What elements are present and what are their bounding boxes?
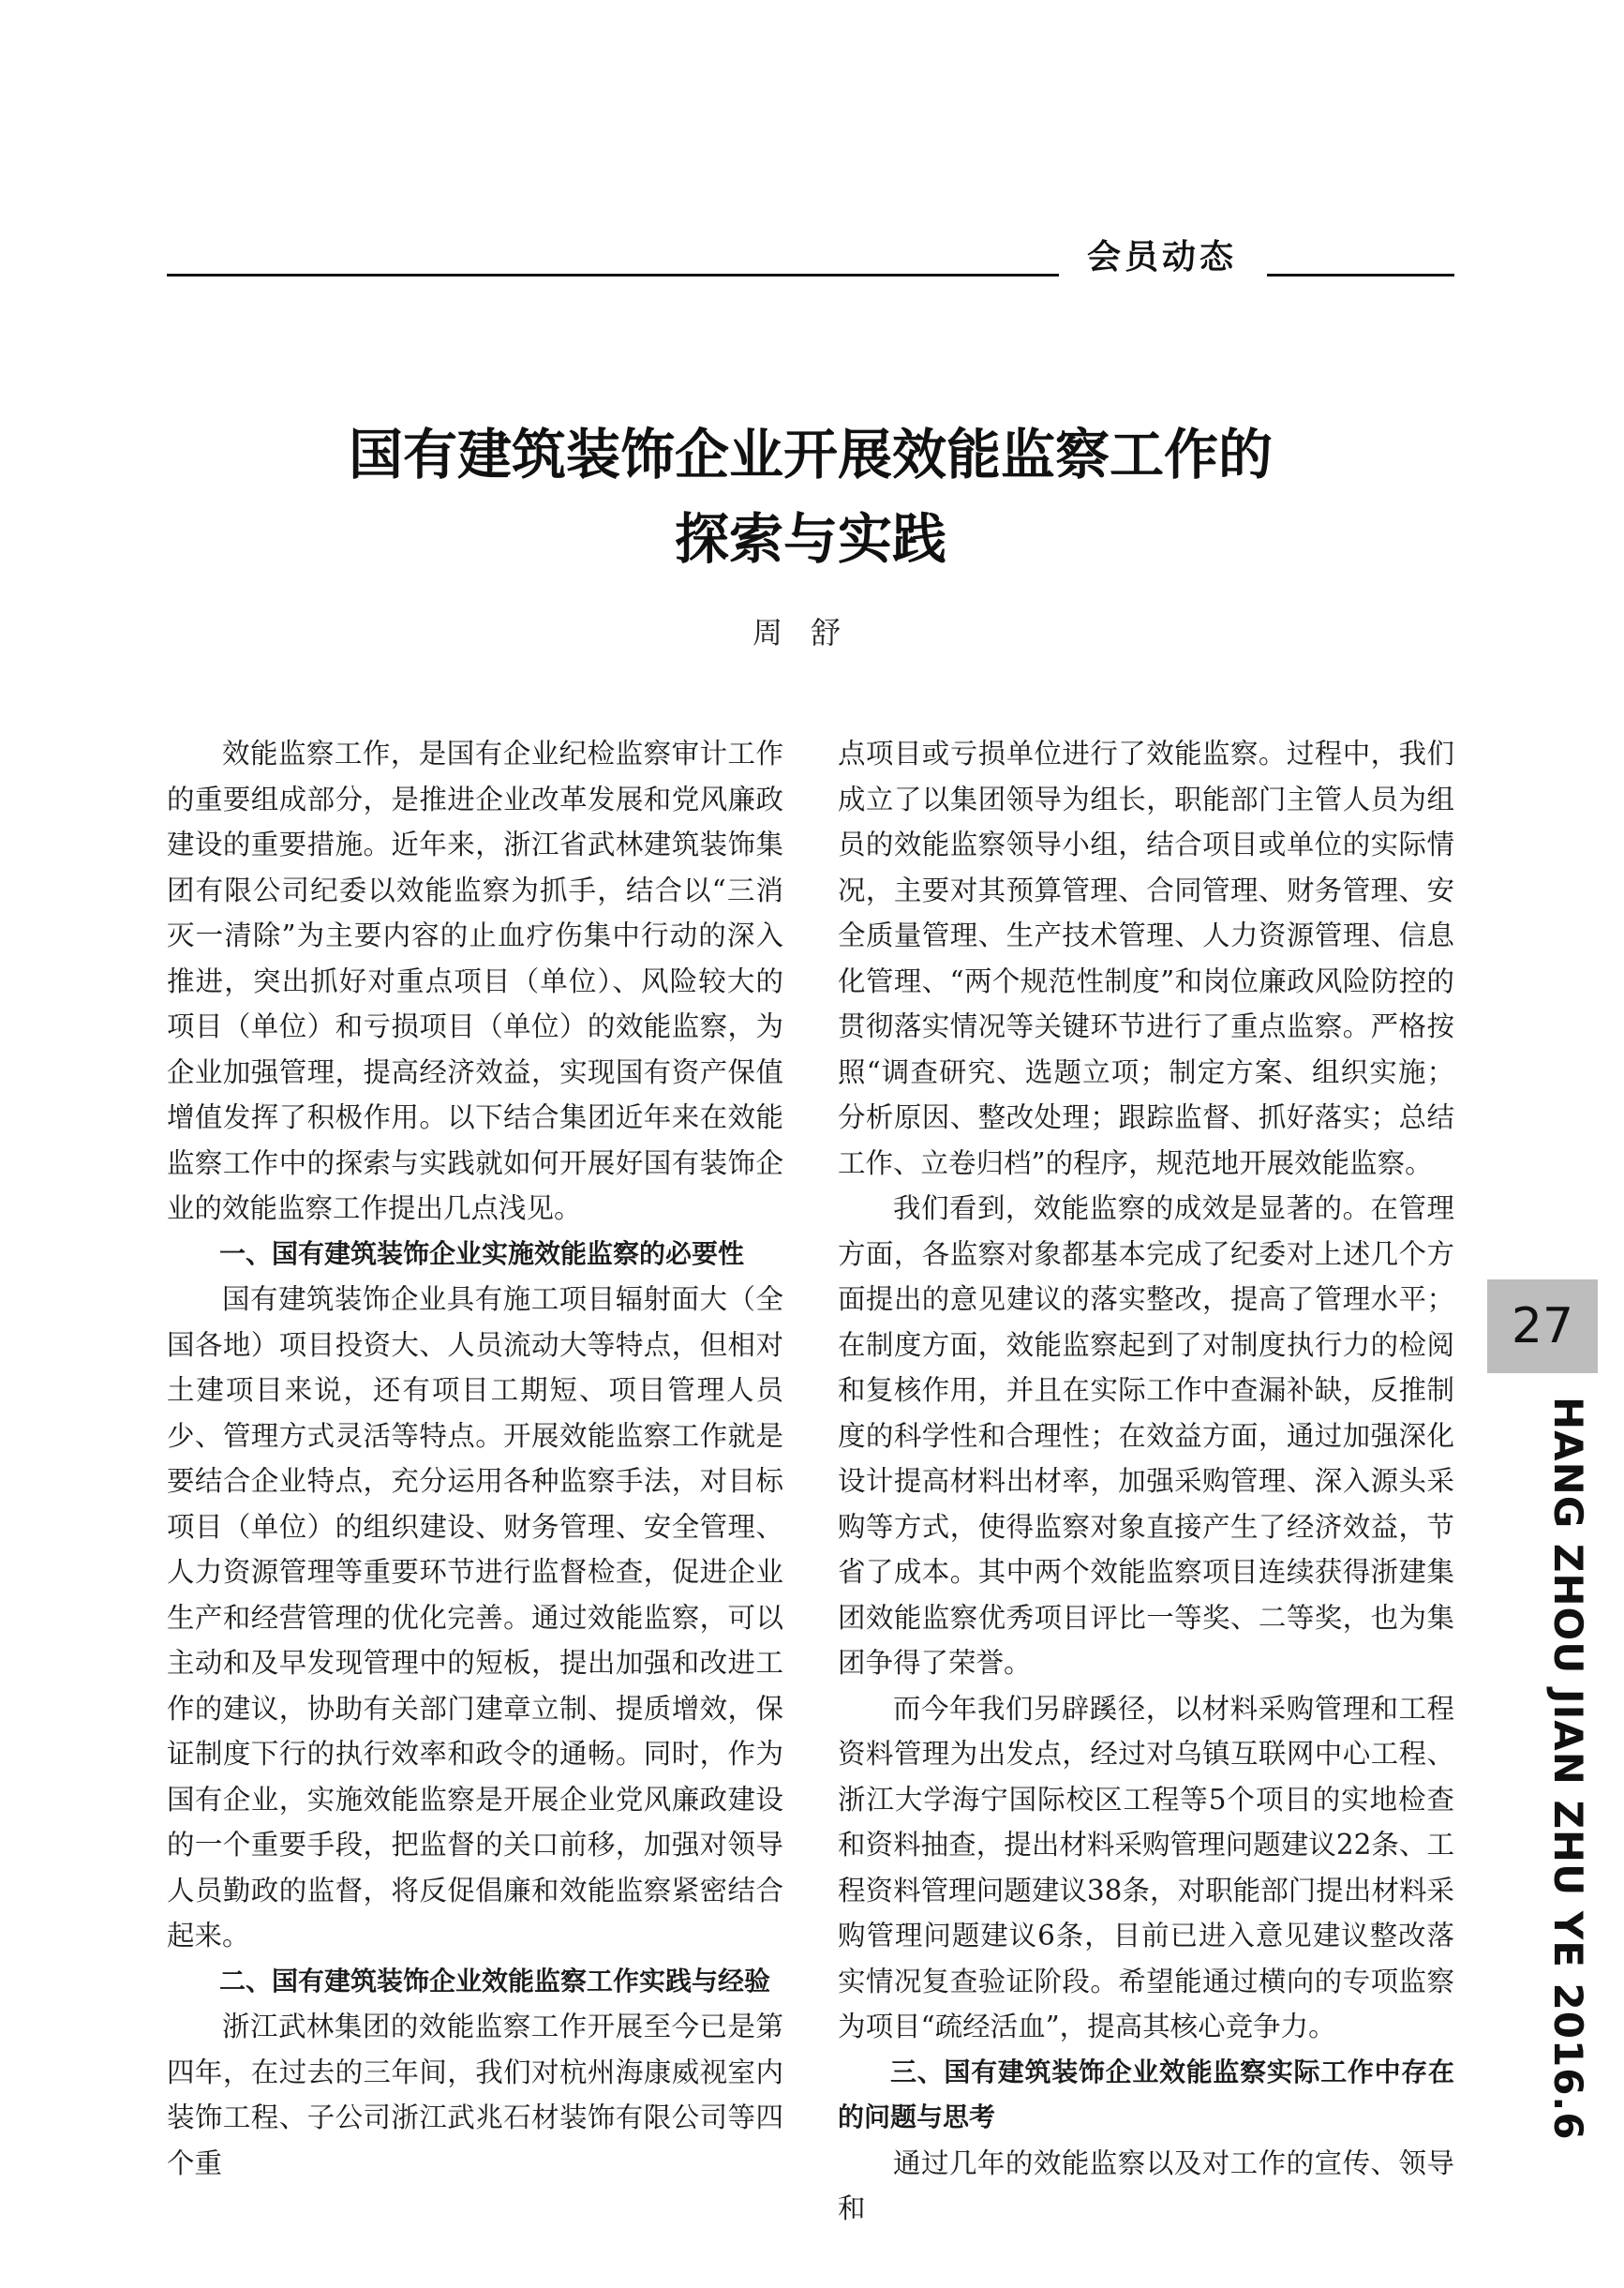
- paragraph: 浙江武林集团的效能监察工作开展至今已是第四年，在过去的三年间，我们对杭州海康威视室内装饰工程、子公司浙江武兆石材装饰有限公司等四个重: [167, 2011, 783, 2179]
- header-rule-right: [1267, 274, 1454, 277]
- section-heading: 一、国有建筑装饰企业实施效能监察的必要性: [219, 1237, 745, 1269]
- left-column: [167, 731, 783, 2186]
- paragraph: 而今年我们另辟蹊径，以材料采购管理和工程资料管理为出发点，经过对乌镇互联网中心工程、浙江大学海宁国际校区工程等5个项目的实地检查和资料抽查，提出材料采购管理问题建议22条、工程资料管理问题建议38条，对职能部门提出材料采购管理问题建议6条，目前已进入意见建议整改落实情况复查验证阶段。希望能通过横向的专项监察为项目“疏经活血”，提高其核心竞争力。: [838, 1692, 1454, 2042]
- section-heading: 三、国有建筑装饰企业效能监察实际工作中存在的问题与思考: [838, 2056, 1454, 2132]
- paragraph: 国有建筑装饰企业具有施工项目辐射面大（全国各地）项目投资大、人员流动大等特点，但相对土建项目来说，还有项目工期短、项目管理人员少、管理方式灵活等特点。开展效能监察工作就是要结合企业特点，充分运用各种监察手法，对目标项目（单位）的组织建设、财务管理、安全管理、人力资源管理等重要环节进行监督检查，促进企业生产和经营管理的优化完善。通过效能监察，可以主动和及早发现管理中的短板，提出加强和改进工作的建议，协助有关部门建章立制、提质增效，保证制度下行的执行效率和政令的通畅。同时，作为国有企业，实施效能监察是开展企业党风廉政建设的一个重要手段，把监督的关口前移，加强对领导人员勤政的监督，将反促倡廉和效能监察紧密结合起来。: [167, 1283, 783, 1952]
- article-author: 周舒: [752, 615, 869, 651]
- right-column: [838, 731, 1454, 2232]
- paragraph: 效能监察工作，是国有企业纪检监察审计工作的重要组成部分，是推进企业改革发展和党风廉政建设的重要措施。近年来，浙江省武林建筑装饰集团有限公司纪委以效能监察为抓手，结合以“三消灭一清除”为主要内容的止血疗伤集中行动的深入推进，突出抓好对重点项目（单位）、风险较大的项目（单位）和亏损项目（单位）的效能监察，为企业加强管理，提高经济效益，实现国有资产保值增值发挥了积极作用。以下结合集团近年来在效能监察工作中的探索与实践就如何开展好国有装饰企业的效能监察工作提出几点浅见。: [167, 738, 783, 1224]
- section-heading: 二、国有建筑装饰企业效能监察工作实践与经验: [219, 1965, 771, 1996]
- paragraph: 我们看到，效能监察的成效是显著的。在管理方面，各监察对象都基本完成了纪委对上述几个方面提出的意见建议的落实整改，提高了管理水平；在制度方面，效能监察起到了对制度执行力的检阅和复核作用，并且在实际工作中查漏补缺，反推制度的科学性和合理性；在效益方面，通过加强深化设计提高材料出材率，加强采购管理、深入源头采购等方式，使得监察对象直接产生了经济效益，节省了成本。其中两个效能监察项目连续获得浙建集团效能监察优秀项目评比一等奖、二等奖，也为集团争得了荣誉。: [838, 1192, 1454, 1679]
- article-title-line-1: 国有建筑装饰企业开展效能监察工作的: [348, 423, 1273, 486]
- page-number: 27: [1487, 1279, 1598, 1373]
- section-title: 会员动态: [1086, 238, 1237, 277]
- article-title: [167, 412, 1454, 581]
- article-title-line-2: 探索与实践: [674, 507, 946, 571]
- header-rule-left: [167, 274, 1059, 277]
- paragraph: 点项目或亏损单位进行了效能监察。过程中，我们成立了以集团领导为组长，职能部门主管人员为组员的效能监察领导小组，结合项目或单位的实际情况，主要对其预算管理、合同管理、财务管理、安全质量管理、生产技术管理、人力资源管理、信息化管理、“两个规范性制度”和岗位廉政风险防控的贯彻落实情况等关键环节进行了重点监察。严格按照“调查研究、选题立项；制定方案、组织实施；分析原因、整改处理；跟踪监督、抓好落实；总结工作、立卷归档”的程序，规范地开展效能监察。: [838, 738, 1454, 1179]
- journal-name-vertical: HANG ZHOU JIAN ZHU YE 2016.6: [1545, 1397, 1591, 2141]
- paragraph: 通过几年的效能监察以及对工作的宣传、领导和: [838, 2146, 1454, 2224]
